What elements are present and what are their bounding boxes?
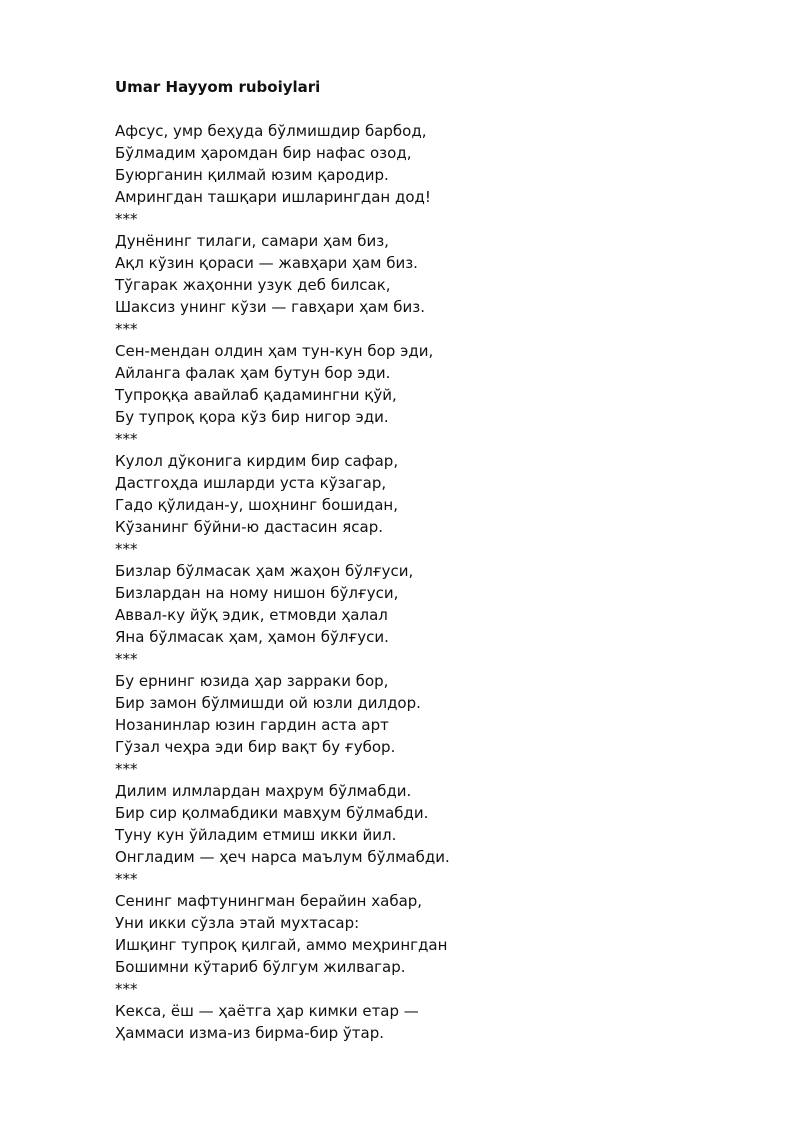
document-title: Umar Hayyom ruboiylari [115, 78, 321, 96]
poem-line: Бизлар бўлмасак ҳам жаҳон бўлғуси, [115, 562, 414, 580]
poem-line: Гадо қўлидан-у, шоҳнинг бошидан, [115, 496, 398, 514]
stanza-separator: *** [115, 980, 138, 998]
poem-line: Нозанинлар юзин гардин аста арт [115, 716, 389, 734]
poem-line: Шаксиз унинг кўзи — гавҳари ҳам биз. [115, 298, 426, 316]
stanza-separator: *** [115, 540, 138, 558]
poem-line: Кўзанинг бўйни-ю дастасин ясар. [115, 518, 384, 536]
poem-body [115, 120, 775, 1044]
stanza-separator: *** [115, 210, 138, 228]
poem-line: Буюрганин қилмай юзим қародир. [115, 166, 389, 184]
poem-line: Бизлардан на ному нишон бўлғуси, [115, 584, 399, 602]
poem-line: Сенинг мафтунингман берайин хабар, [115, 892, 423, 910]
stanza-separator: *** [115, 760, 138, 778]
poem-line: Бўлмадим ҳаромдан бир нафас озод, [115, 144, 412, 162]
poem-line: Тупроққа авайлаб қадамингни қўй, [115, 386, 397, 404]
poem-line: Бу тупроқ қора кўз бир нигор эди. [115, 408, 389, 426]
poem-line: Дунёнинг тилаги, самари ҳам биз, [115, 232, 389, 250]
poem-line: Дастгоҳда ишларди уста кўзагар, [115, 474, 387, 492]
poem-line: Афсус, умр беҳуда бўлмишдир барбод, [115, 122, 427, 140]
stanza-separator: *** [115, 320, 138, 338]
poem-line: Уни икки сўзла этай мухтасар: [115, 914, 360, 932]
poem-line: Айланга фалак ҳам бутун бор эди. [115, 364, 391, 382]
poem-line: Гўзал чеҳра эди бир вақт бу ғубор. [115, 738, 396, 756]
poem-line: Яна бўлмасак ҳам, ҳамон бўлғуси. [115, 628, 389, 646]
poem-line: Ақл кўзин қораси — жавҳари ҳам биз. [115, 254, 418, 272]
poem-line: Бу ернинг юзида ҳар зарраки бор, [115, 672, 389, 690]
poem-line: Кекса, ёш — ҳаётга ҳар кимки етар — [115, 1002, 419, 1020]
poem-line: Бир замон бўлмишди ой юзли дилдор. [115, 694, 421, 712]
poem-line: Туну кун ўйладим етмиш икки йил. [115, 826, 397, 844]
poem-line: Кулол дўконига кирдим бир сафар, [115, 452, 399, 470]
poem-line: Сен-мендан олдин ҳам тун-кун бор эди, [115, 342, 434, 360]
poem-line: Онгладим — ҳеч нарса маълум бўлмабди. [115, 848, 450, 866]
poem-line: Аввал-ку йўқ эдик, етмовди ҳалал [115, 606, 388, 624]
stanza-separator: *** [115, 870, 138, 888]
poem-line: Амрингдан ташқари ишларингдан дод! [115, 188, 431, 206]
poem-line: Ҳаммаси изма-из бирма-бир ўтар. [115, 1024, 385, 1042]
stanza-separator: *** [115, 430, 138, 448]
poem-line: Бир сир қолмабдики мавҳум бўлмабди. [115, 804, 429, 822]
poem-line: Бошимни кўтариб бўлгум жилвагар. [115, 958, 406, 976]
stanza-separator: *** [115, 650, 138, 668]
poem-line: Тўгарак жаҳонни узук деб билсак, [115, 276, 391, 294]
poem-line: Дилим илмлардан маҳрум бўлмабди. [115, 782, 412, 800]
poem-line: Ишқинг тупроқ қилгай, аммо меҳрингдан [115, 936, 448, 954]
